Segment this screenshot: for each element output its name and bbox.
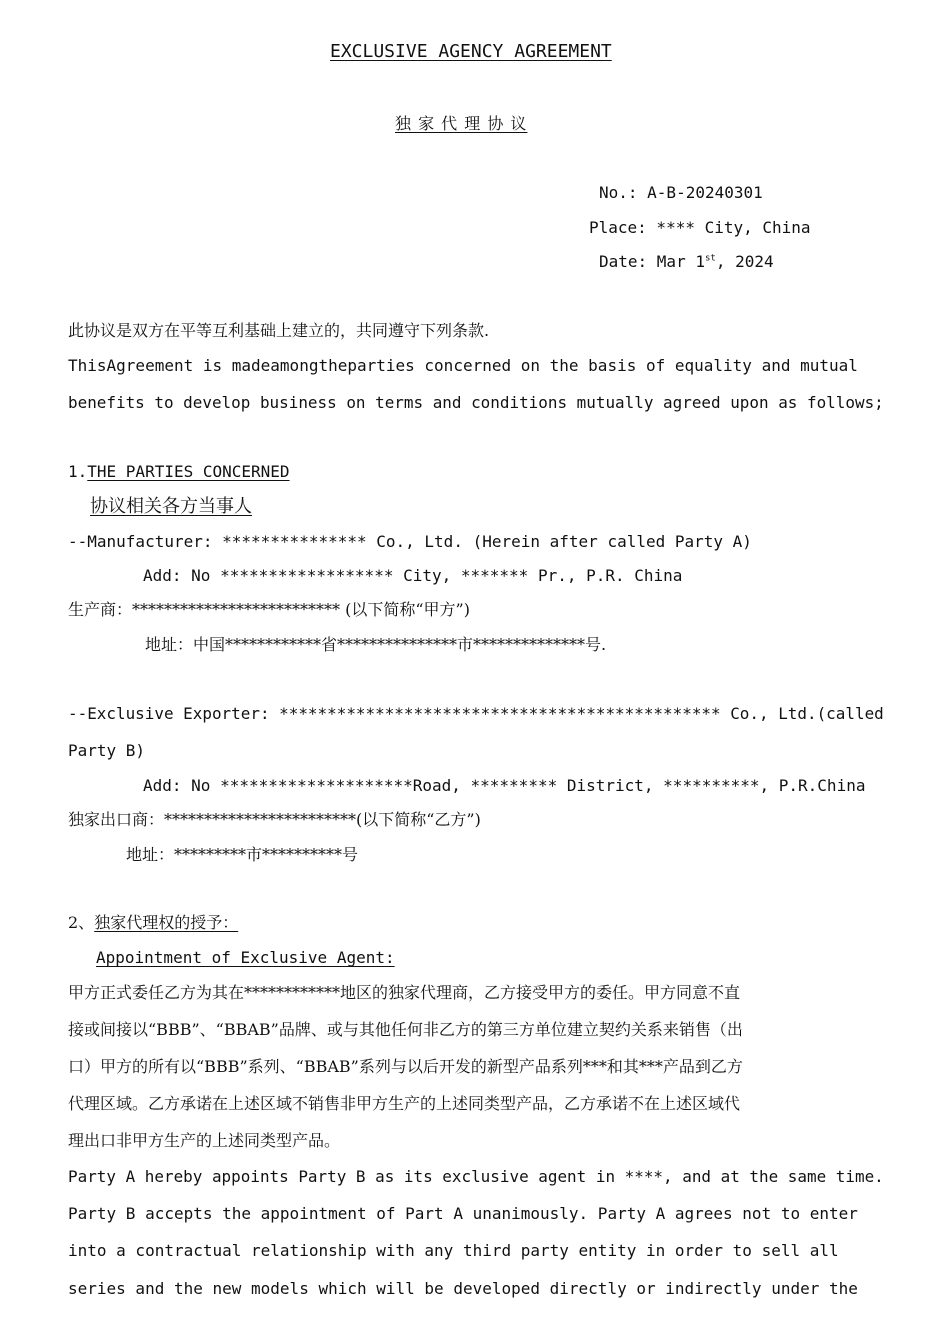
section-1-title: THE PARTIES CONCERNED bbox=[87, 462, 290, 481]
exporter-en-line-2: Party B) bbox=[68, 741, 146, 760]
manufacturer-address-cn: 地址：中国************省***************市**************号. bbox=[145, 635, 607, 654]
section-2-en-line: into a contractual relationship with any third party entity in order to sell all bbox=[68, 1241, 839, 1260]
manufacturer-address-en: Add: No ****************** City, ******* Pr., P.R. China bbox=[143, 566, 683, 585]
section-2-cn-line: 甲方正式委任乙方为其在************地区的独家代理商，乙方接受甲方的委任。甲方同意不直 bbox=[68, 983, 741, 1002]
exporter-en-line-1: --Exclusive Exporter: ********************************************** Co., Ltd.(called bbox=[68, 704, 884, 723]
section-1-title-cn: 协议相关各方当事人 bbox=[90, 496, 252, 517]
agreement-date bbox=[599, 252, 774, 272]
date-prefix: Date: Mar 1 bbox=[599, 252, 705, 271]
section-1-number: 1. bbox=[68, 462, 88, 481]
agreement-place: Place: **** City, China bbox=[589, 218, 811, 237]
section-2-cn-line: 代理区域。乙方承诺在上述区域不销售非甲方生产的上述同类型产品，乙方承诺不在上述区域代 bbox=[68, 1094, 741, 1113]
exporter-cn: 独家出口商：************************(以下简称“乙方”) bbox=[68, 810, 481, 829]
section-2-en-line: Party B accepts the appointment of Part A unanimously. Party A agrees not to enter bbox=[68, 1204, 858, 1223]
section-2-number: 2、 bbox=[68, 913, 95, 932]
agreement-number: No.: A-B-20240301 bbox=[599, 183, 763, 202]
date-suffix: , 2024 bbox=[715, 252, 774, 271]
section-2-title-cn: 独家代理权的授予： bbox=[94, 913, 239, 932]
exporter-address-en: Add: No ********************Road, ********* District, **********, P.R.China bbox=[143, 776, 866, 795]
section-2-title-en: Appointment of Exclusive Agent: bbox=[96, 948, 395, 967]
intro-cn: 此协议是双方在平等互利基础上建立的，共同遵守下列条款. bbox=[68, 321, 490, 340]
section-2-cn-line: 理出口非甲方生产的上述同类型产品。 bbox=[68, 1131, 341, 1150]
section-2-en-line: Party A hereby appoints Party B as its exclusive agent in ****, and at the same time. bbox=[68, 1167, 884, 1186]
manufacturer-cn: 生产商：************************** (以下简称“甲方”) bbox=[68, 600, 470, 619]
document-title: EXCLUSIVE AGENCY AGREEMENT bbox=[330, 41, 612, 62]
section-2-cn-line: 口）甲方的所有以“BBB”系列、“BBAB”系列与以后开发的新型产品系列***和其***产品到乙方 bbox=[68, 1057, 743, 1076]
section-2-heading bbox=[68, 913, 238, 933]
intro-en-line-2: benefits to develop business on terms and conditions mutually agreed upon as follows; bbox=[68, 393, 884, 412]
manufacturer-en: --Manufacturer: *************** Co., Ltd. (Herein after called Party A) bbox=[68, 532, 752, 551]
document-title-cn: 独 家 代 理 协 议 bbox=[395, 114, 528, 133]
intro-en-line-1: ThisAgreement is madeamongtheparties concerned on the basis of equality and mutual bbox=[68, 356, 858, 375]
section-2-cn-line: 接或间接以“BBB”、“BBAB”品牌、或与其他任何非乙方的第三方单位建立契约关系来销售（出 bbox=[68, 1020, 743, 1039]
exporter-address-cn: 地址：*********市**********号 bbox=[126, 845, 359, 864]
date-ordinal: st bbox=[704, 253, 716, 264]
section-2-en-line: series and the new models which will be developed directly or indirectly under the bbox=[68, 1279, 858, 1298]
section-1-heading bbox=[68, 462, 290, 482]
